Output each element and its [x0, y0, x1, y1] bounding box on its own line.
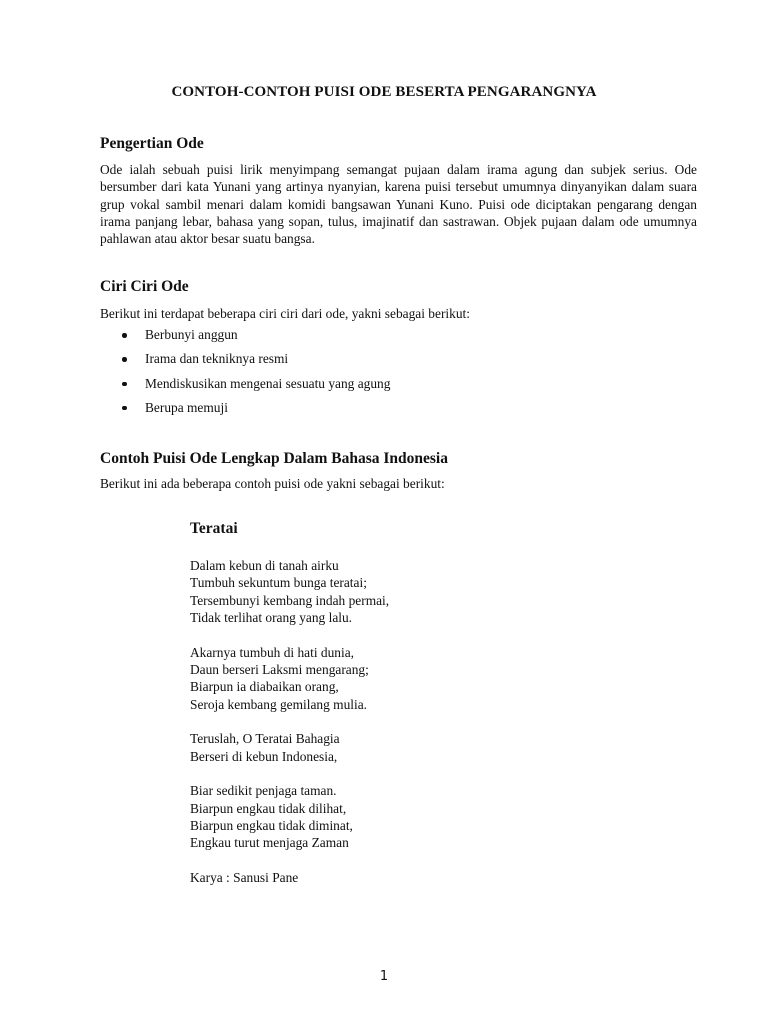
poem-line: Biarpun ia diabaikan orang,	[190, 679, 339, 695]
poem-stanza	[190, 644, 389, 713]
poem-line: Biarpun engkau tidak diminat,	[190, 818, 353, 834]
poem-line: Biar sedikit penjaga taman.	[190, 783, 337, 799]
poem-title: Teratai	[190, 520, 238, 537]
list-item-text: Mendiskusikan mengenai sesuatu yang agung	[145, 375, 391, 391]
poem	[190, 520, 389, 886]
list-item-text: Irama dan tekniknya resmi	[145, 351, 289, 367]
poem-stanza	[190, 730, 389, 765]
poem-line: Berseri di kebun Indonesia,	[190, 748, 338, 764]
list-item	[100, 399, 390, 423]
characteristics-list	[100, 326, 390, 423]
bullet-icon	[122, 333, 127, 338]
definition-paragraph: Ode ialah sebuah puisi lirik menyimpang semangat pujaan dalam irama agung dan subjek serius. Ode bersumber dari kata Yunani yang artinya nyanyian, karena puisi tersebut umumnya dinyanyikan dalam suara grup vokal sambil menari dalam komidi bangsawan Yunani Kuno. Puisi ode diciptakan pengarang dengan irama panjang lebar, bahasa yang sopan, tulus, imajinatif dan sastrawan. Objek pujaan dalam ode umumnya pahlawan atau aktor besar suatu bangsa.	[100, 162, 697, 247]
definition-heading: Pengertian Ode	[100, 135, 204, 152]
list-item	[100, 350, 390, 374]
poem-line: Akarnya tumbuh di hati dunia,	[190, 644, 355, 660]
page-number: 1	[379, 969, 389, 984]
poem-line: Dalam kebun di tanah airku	[190, 558, 339, 573]
poem-line: Biarpun engkau tidak dilihat,	[190, 800, 347, 816]
bullet-icon	[122, 382, 127, 387]
list-item-text: Berupa memuji	[145, 399, 228, 415]
poem-line: Seroja kembang gemilang mulia.	[190, 696, 368, 712]
poem-line: Engkau turut menjaga Zaman	[190, 835, 349, 851]
document-title: CONTOH-CONTOH PUISI ODE BESERTA PENGARANGNYA	[171, 84, 597, 100]
bullet-icon	[122, 357, 127, 362]
examples-heading: Contoh Puisi Ode Lengkap Dalam Bahasa Indonesia	[100, 450, 448, 467]
list-item-text: Berbunyi anggun	[145, 327, 238, 342]
examples-intro: Berikut ini ada beberapa contoh puisi ode yakni sebagai berikut:	[100, 476, 445, 491]
list-item	[100, 375, 390, 399]
poem-author: Karya : Sanusi Pane	[190, 870, 299, 886]
poem-line: Teruslah, O Teratai Bahagia	[190, 731, 340, 747]
characteristics-intro: Berikut ini terdapat beberapa ciri ciri dari ode, yakni sebagai berikut:	[100, 306, 470, 321]
poem-line: Tidak terlihat orang yang lalu.	[190, 609, 353, 625]
bullet-icon	[122, 406, 127, 411]
poem-line: Daun berseri Laksmi mengarang;	[190, 661, 369, 677]
poem-stanza	[190, 782, 389, 851]
poem-line: Tumbuh sekuntum bunga teratai;	[190, 575, 367, 591]
poem-stanza	[190, 557, 389, 626]
characteristics-heading: Ciri Ciri Ode	[100, 278, 189, 295]
list-item	[100, 326, 390, 350]
poem-line: Tersembunyi kembang indah permai,	[190, 592, 390, 608]
